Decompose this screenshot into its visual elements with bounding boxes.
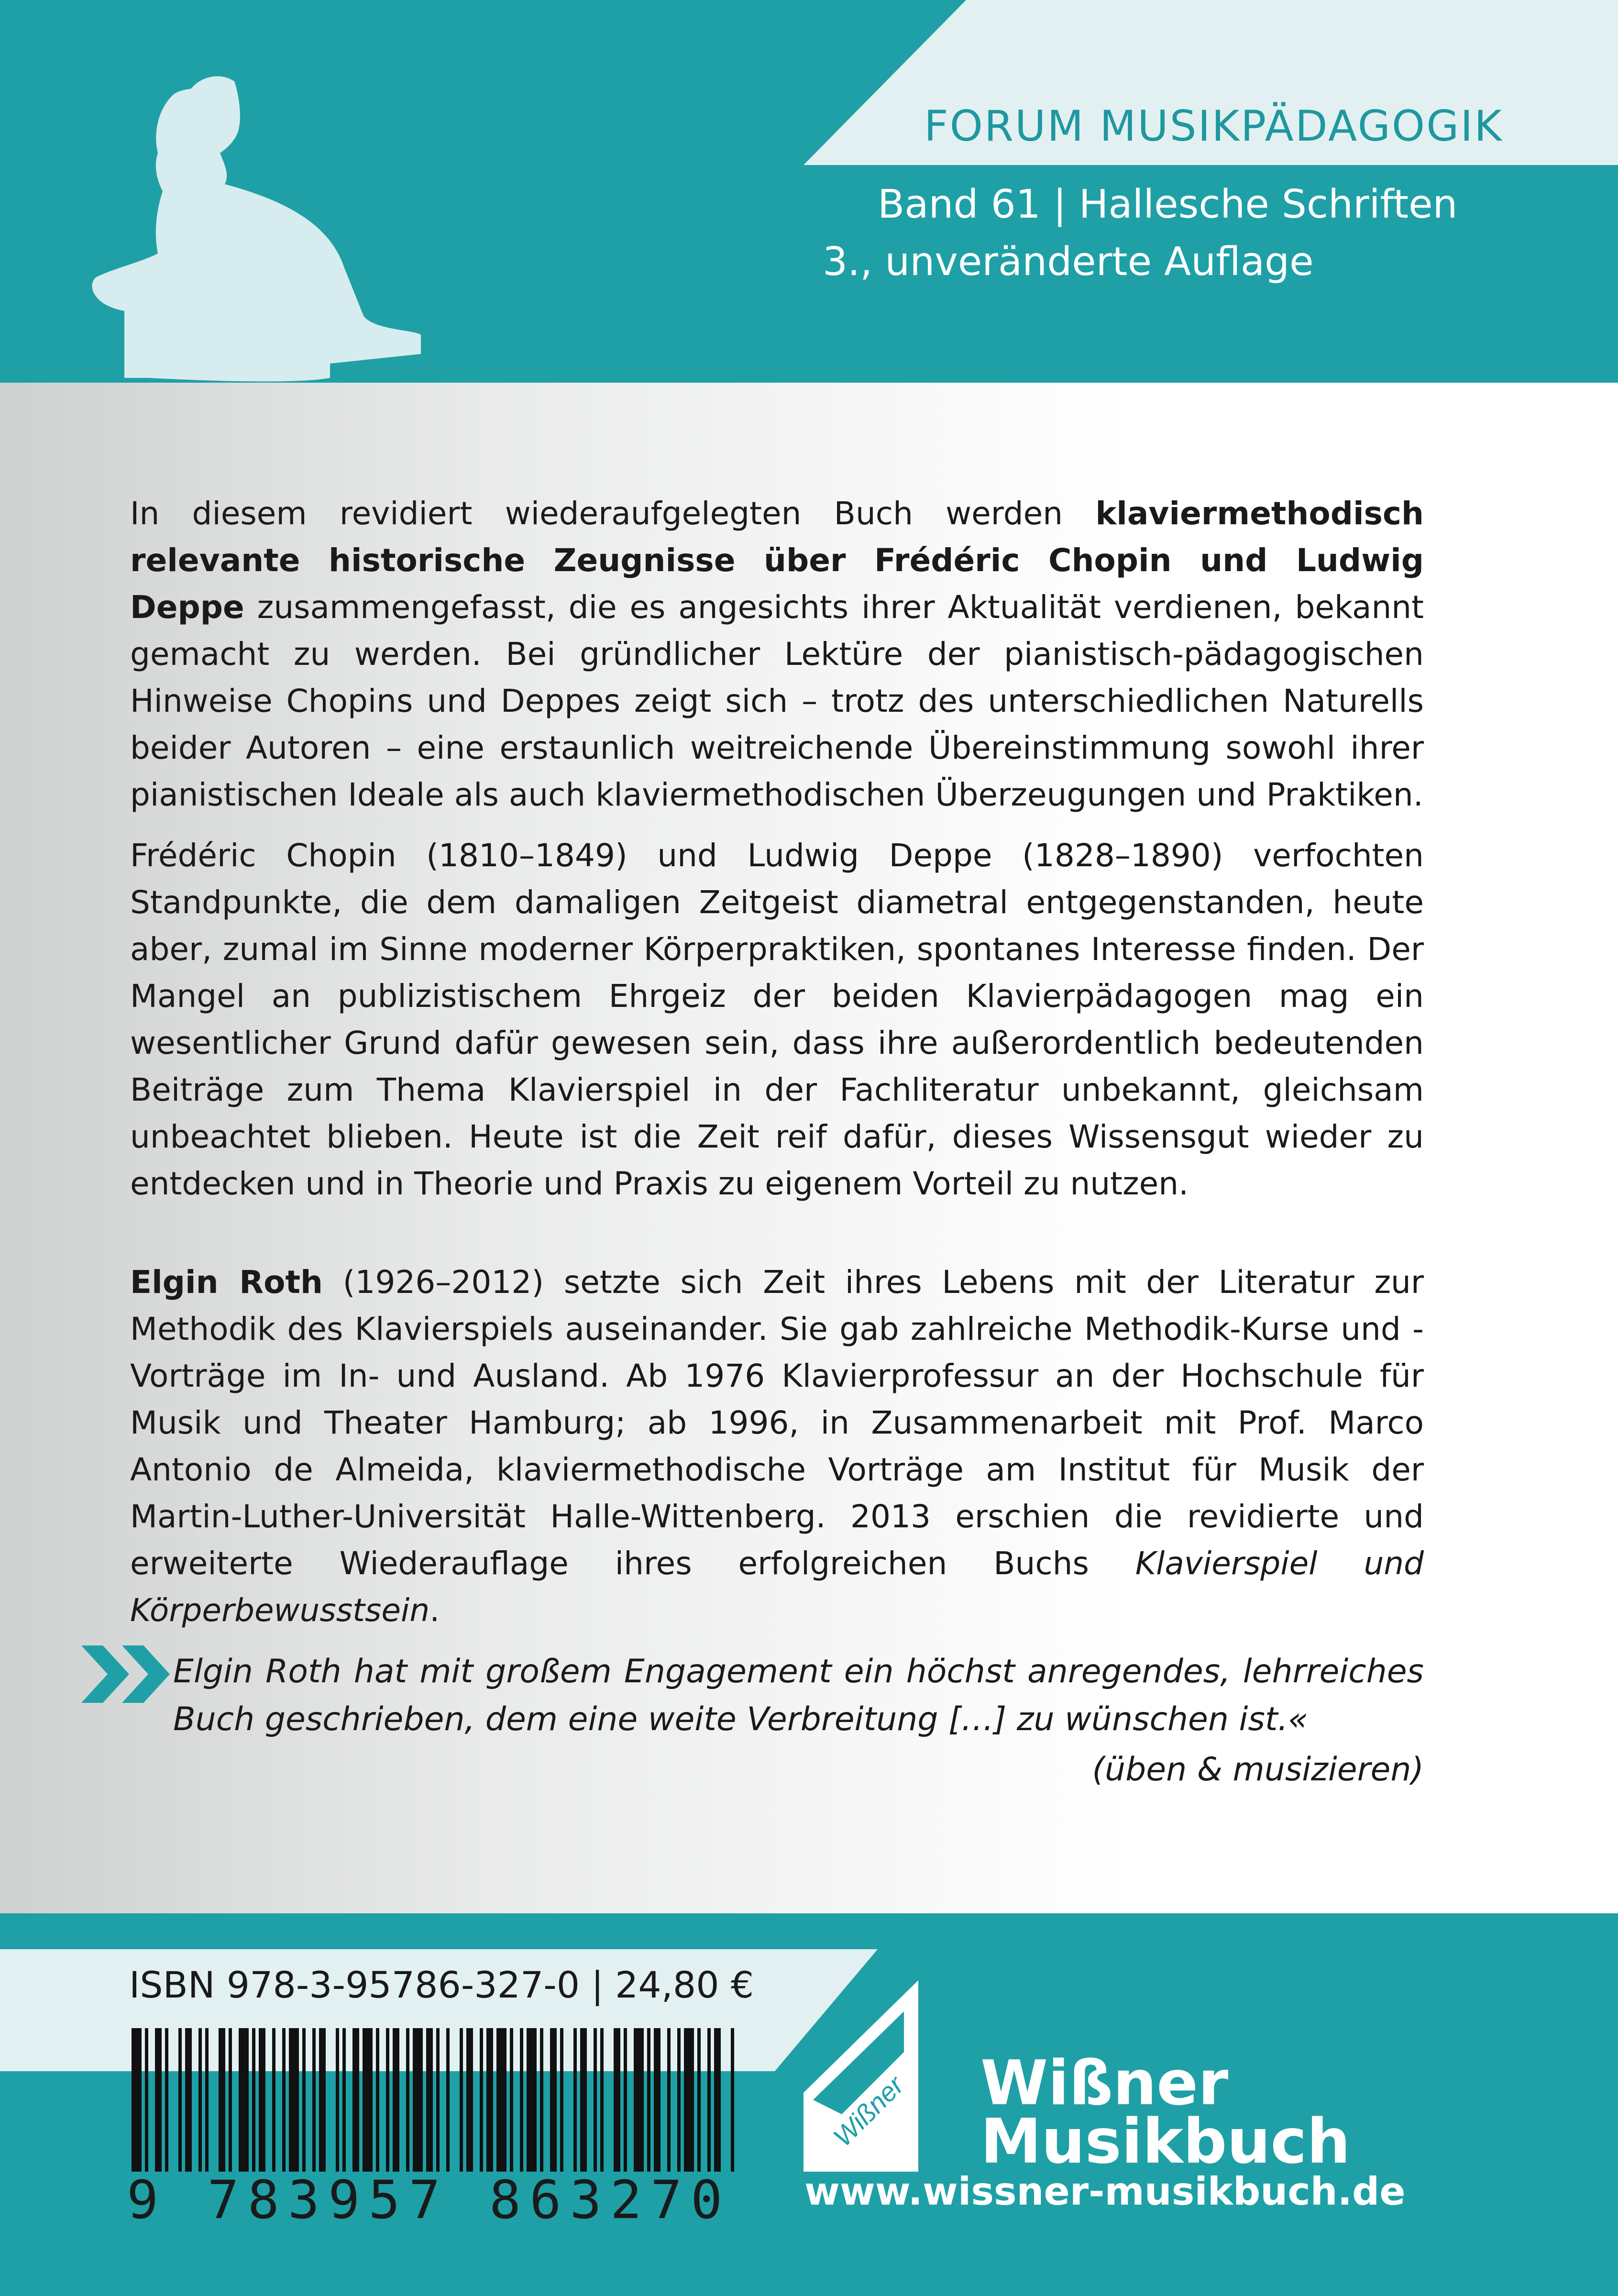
barcode-bar [272, 2028, 275, 2172]
barcode-bar [145, 2028, 148, 2172]
barcode-bar [731, 2028, 734, 2172]
barcode-bar [684, 2028, 694, 2172]
publisher-line-2: Musikbuch [980, 2106, 1351, 2177]
barcode-bar [486, 2028, 493, 2172]
publisher-name [980, 2048, 1351, 2177]
review-source: (üben & musizieren) [1092, 1751, 1424, 1788]
blurb-p2-text: Frédéric Chopin (1810–1849) und Ludwig Deppe (1828–1890) verfochten Standpunkte, die dem damaligen Zeitgeist diametral entgegenstanden, heute aber, zumal im Sinne moderner Körperpraktiken, spontanes Interesse finden. Der Mangel an publizistischem Ehrgeiz der beiden Klavierpädagogen mag ein wesentlicher Grund dafür gewesen sein, dass ihre außerordentlich bedeutenden Beiträge zum Thema Klavierspiel in der Fachliteratur unbekannt, gleichsam unbeachtet blieben. Heute ist die Zeit reif dafür, dieses Wissensgut wieder zu entdecken und in Theorie und Praxis zu eigenem Vorteil zu nutzen. [130, 837, 1424, 1202]
blurb-bold: klaviermethodisch relevante historische Zeugnisse über Frédéric Chopin und Ludwig Deppe [130, 495, 1424, 626]
barcode-bar [239, 2028, 249, 2172]
barcode-bar [634, 2028, 644, 2172]
barcode-bar [697, 2028, 701, 2172]
barcode-bar [594, 2028, 597, 2172]
volume-line: Band 61 | Hallesche Schriften [878, 182, 1458, 227]
barcode-bar [460, 2028, 463, 2172]
barcode-bar [178, 2028, 182, 2172]
barcode-bar [282, 2028, 286, 2172]
publisher-url[interactable]: www.wissner-musikbuch.de [804, 2169, 1406, 2214]
barcode-bar [289, 2028, 299, 2172]
barcode-bar [363, 2028, 373, 2172]
barcode-bar [600, 2028, 604, 2172]
edition-line: 3., unveränderte Auflage [823, 239, 1314, 285]
barcode-bar [165, 2028, 168, 2172]
barcode-bar [259, 2028, 265, 2172]
barcode-bar [466, 2028, 473, 2172]
blurb-rest: zusammengefasst, die es angesichts ihrer Aktualität verdienen, bekannt gemacht zu werden. Bei gründlicher Lektüre der pianistisch-pädagogischen Hinweise Chopins und Deppes zeigt sich – trotz des unterschiedlichen Naturells beider Autoren – eine erstaunlich weitreichende Übereinstimmung sowohl ihrer pianistischen Ideale als auch klaviermethodischen Überzeugungen und Praktiken. [130, 589, 1424, 813]
barcode-bar [667, 2028, 671, 2172]
review-quote: Elgin Roth hat mit großem Engagement ein höchst anregendes, lehrreiches Buch geschrieben, dem eine weite Verbreitung […] zu wünschen ist.« [173, 1653, 1424, 1738]
barcode-bar [132, 2028, 142, 2172]
barcode-bar [376, 2028, 379, 2172]
isbn-price: ISBN 978-3-95786-327-0 | 24,80 € [129, 1964, 754, 2006]
barcode-bar [155, 2028, 162, 2172]
barcode-digits: 9 783957 863270 [127, 2169, 731, 2230]
author-bio-text: (1926–2012) setzte sich Zeit ihres Lebens mit der Literatur zur Methodik des Klavierspiels auseinander. Sie gab zahlreiche Methodik-Kurse und -Vorträge im In- und Ausland. Ab 1976 Klavierprofessur an der Hochschule für Musik und Theater Hamburg; ab 1996, in Zusammenarbeit mit Prof. Marco Antonio de Almeida, klaviermethodische Vorträge am Institut für Musik der Martin-Luther-Universität Halle-Wittenberg. 2013 erschien die revidierte und erweiterte Wiederauflage ihres erfolgreichen Buchs [130, 1264, 1424, 1582]
barcode-bar [413, 2028, 423, 2172]
publisher-line-1: Wißner [980, 2048, 1229, 2119]
barcode-bar [560, 2028, 563, 2172]
barcode-bar [252, 2028, 255, 2172]
barcode-bar [229, 2028, 232, 2172]
logo-text [808, 2028, 923, 2152]
barcode-bar [573, 2028, 577, 2172]
barcode-bar [614, 2028, 620, 2172]
barcode-bar [480, 2028, 483, 2172]
author-bio [130, 1259, 1424, 1634]
barcode-bar [386, 2028, 389, 2172]
barcode-bar [393, 2028, 399, 2172]
barcode-bar [510, 2028, 513, 2172]
author-name: Elgin Roth [130, 1264, 323, 1301]
barcode-bar [336, 2028, 339, 2172]
barcode-bar [707, 2028, 711, 2172]
barcode-bar [520, 2028, 523, 2172]
barcode-bar [319, 2028, 326, 2172]
barcode-bar [352, 2028, 359, 2172]
barcode-bar [312, 2028, 316, 2172]
barcode-bar [624, 2028, 627, 2172]
chopin-silhouette-icon [92, 76, 421, 381]
barcode-bar [185, 2028, 192, 2172]
barcode-bar [302, 2028, 306, 2172]
quote-chevrons-icon [81, 1645, 170, 1703]
barcode-bar [654, 2028, 660, 2172]
barcode-bar [677, 2028, 681, 2172]
blurb-paragraph-2 [130, 832, 1424, 1207]
barcode-bar [198, 2028, 202, 2172]
barcode-bar [205, 2028, 209, 2172]
barcode-bar [406, 2028, 409, 2172]
author-book-title: Klavierspiel und Körperbewusstsein [130, 1545, 1424, 1629]
barcode [132, 2028, 734, 2172]
blurb-intro: In diesem revidiert wiederaufgelegten Buch werden [130, 495, 1096, 532]
series-title: FORUM MUSIKPÄDAGOGIK [924, 101, 1503, 151]
barcode-bar [219, 2028, 225, 2172]
barcode-bar [540, 2028, 543, 2172]
barcode-bar [550, 2028, 557, 2172]
barcode-bar [714, 2028, 721, 2172]
barcode-bar [580, 2028, 587, 2172]
barcode-bar [426, 2028, 433, 2172]
barcode-bar [527, 2028, 537, 2172]
author-bio-end: . [429, 1592, 440, 1629]
barcode-bar [342, 2028, 346, 2172]
barcode-bar [496, 2028, 506, 2172]
keyboard-shape [316, 373, 421, 383]
barcode-bar [446, 2028, 450, 2172]
barcode-bar [647, 2028, 650, 2172]
blurb-paragraph-1 [130, 490, 1424, 818]
barcode-bar [436, 2028, 440, 2172]
logo-wordmark: Wißner [827, 2070, 910, 2152]
